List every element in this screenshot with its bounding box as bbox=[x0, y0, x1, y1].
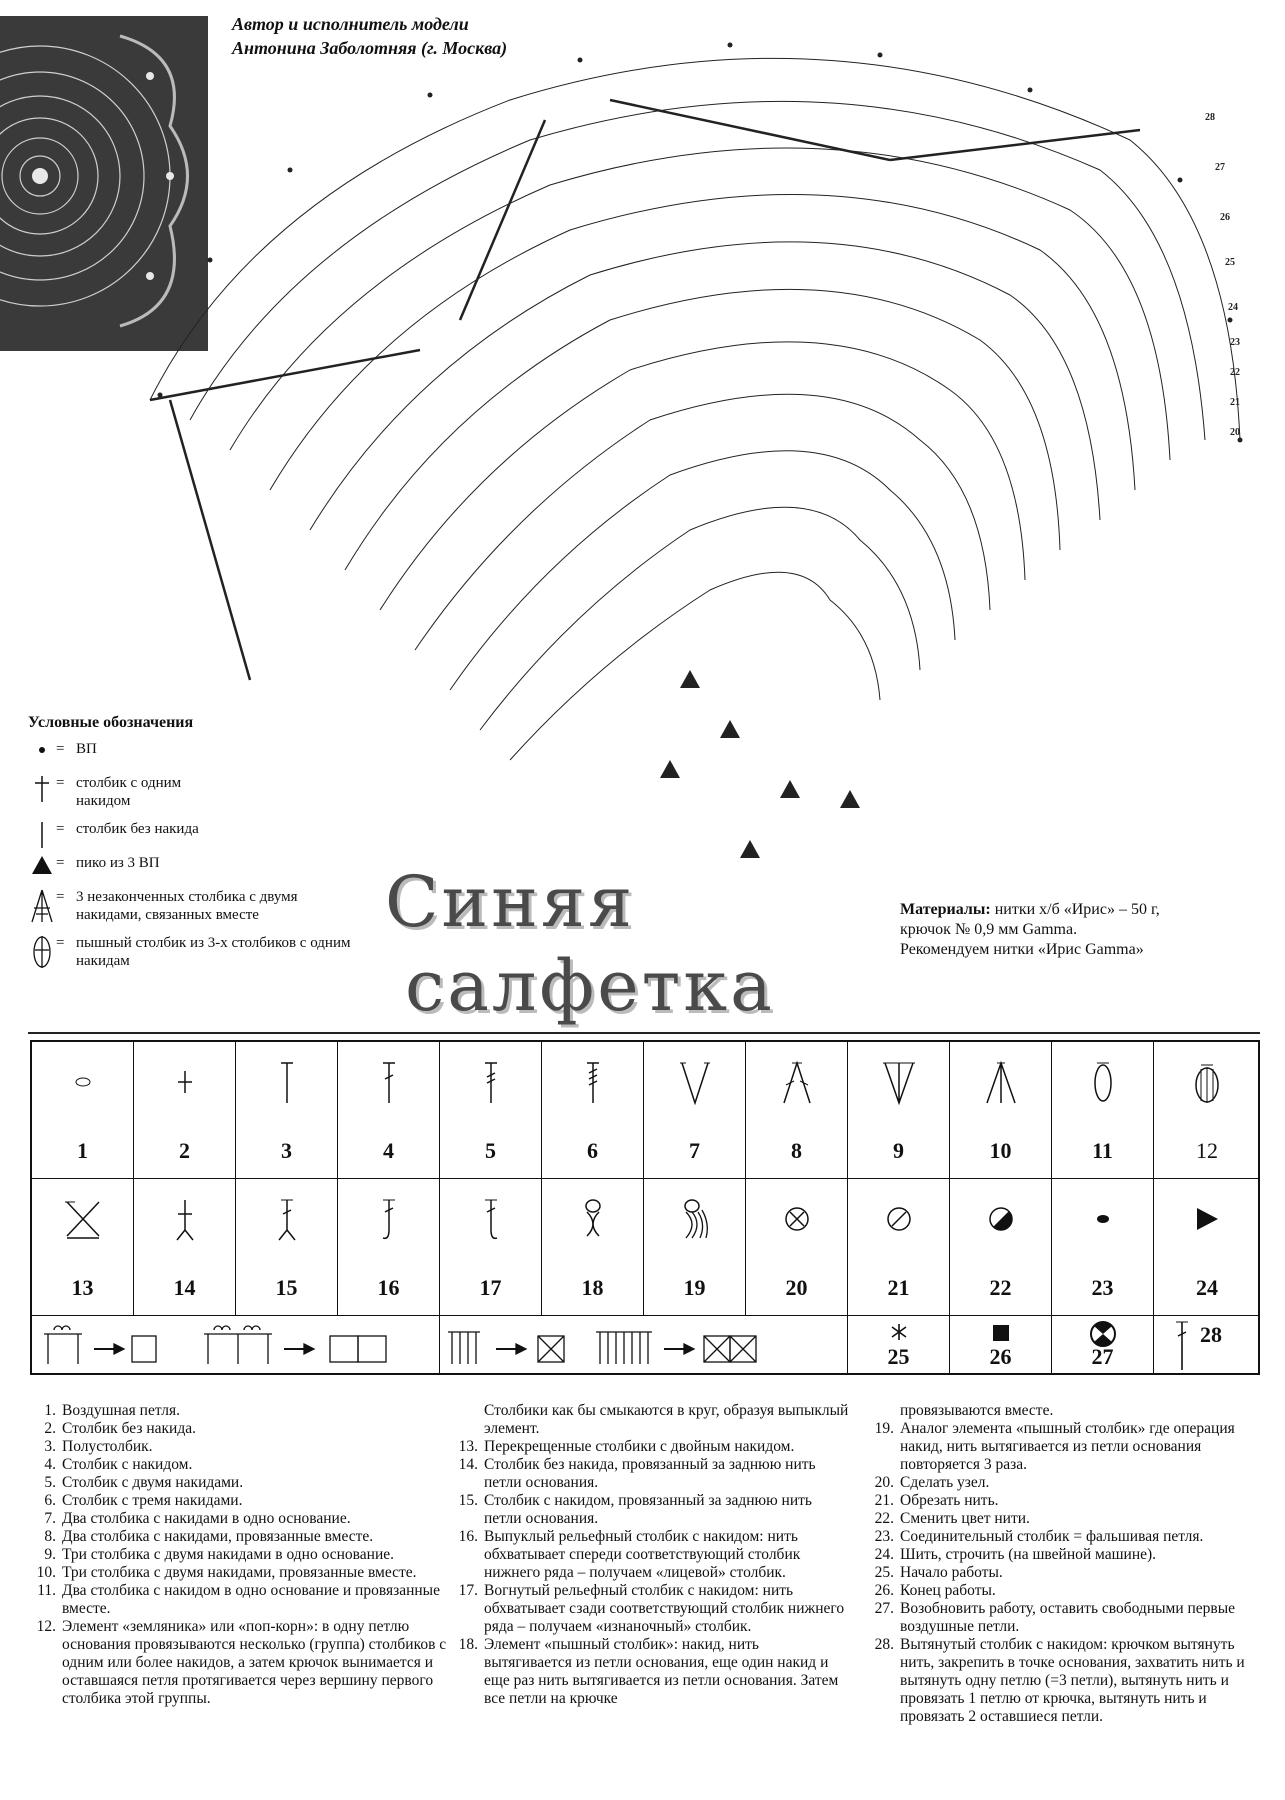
notes-column-2 bbox=[450, 1402, 850, 1708]
legend-label: 3 незаконченных столбика с двумя накидами, связанных вместе bbox=[76, 889, 298, 923]
notes-column-1 bbox=[28, 1402, 448, 1708]
list-item bbox=[866, 1510, 1266, 1528]
symbol-number: 9 bbox=[893, 1138, 904, 1163]
legend-item: = столбик с одним накидом bbox=[28, 774, 438, 810]
item-text: провязываются вместе. bbox=[900, 1402, 1054, 1419]
item-text: Вытянутый столбик с накидом: крючком вытянуть нить, закрепить в точке основания, захватить нить и вытянуть одну петлю (=3 петли), вытянуть нить и провязать 1 петлю от крючка, вытянуть нить и провязать 2 оставшиеся петли. bbox=[900, 1636, 1245, 1725]
list-item bbox=[450, 1492, 850, 1528]
list-item bbox=[28, 1492, 448, 1510]
symbol-number: 10 bbox=[989, 1138, 1012, 1163]
list-item bbox=[866, 1636, 1266, 1726]
row-number: 21 bbox=[1230, 397, 1240, 408]
symbol-cell bbox=[542, 1179, 644, 1316]
item-text: Воздушная петля. bbox=[62, 1402, 180, 1419]
legend-label: ВП bbox=[76, 741, 97, 757]
item-number: 22. bbox=[874, 1510, 894, 1527]
symbol-cell bbox=[1154, 1316, 1260, 1375]
dec-icon bbox=[746, 1054, 847, 1110]
symbol-number: 7 bbox=[689, 1138, 700, 1163]
item-text: Столбики как бы смыкаются в круг, образуя выпыклый элемент. bbox=[484, 1402, 849, 1437]
symbol-number: 21 bbox=[887, 1275, 910, 1300]
symbol-number: 25 bbox=[887, 1344, 910, 1369]
legend-label: столбик без накида bbox=[76, 821, 199, 837]
list-item bbox=[450, 1456, 850, 1492]
symbol-number: 12 bbox=[1196, 1138, 1218, 1163]
list-item bbox=[28, 1582, 448, 1618]
cut-icon bbox=[848, 1191, 949, 1247]
legend-item: = пышный столбик из 3-х столбиков с одним накидам bbox=[28, 934, 438, 970]
legend-item: = ВП bbox=[28, 740, 438, 764]
symbol-cell bbox=[848, 1316, 950, 1375]
list-item bbox=[28, 1474, 448, 1492]
list-item bbox=[28, 1438, 448, 1456]
item-number: 9. bbox=[44, 1546, 56, 1563]
item-number: 4. bbox=[44, 1456, 56, 1473]
row-number: 24 bbox=[1228, 302, 1238, 313]
item-text: Сделать узел. bbox=[900, 1474, 990, 1491]
list-item bbox=[866, 1420, 1266, 1474]
list-item bbox=[450, 1402, 850, 1438]
row-number: 26 bbox=[1220, 212, 1230, 223]
symbol-number: 19 bbox=[683, 1275, 706, 1300]
item-text: Перекрещенные столбики с двойным накидом. bbox=[484, 1438, 795, 1455]
item-number: 10. bbox=[36, 1564, 56, 1581]
item-number: 23. bbox=[874, 1528, 894, 1545]
item-text: Конец работы. bbox=[900, 1582, 996, 1599]
dc-icon bbox=[338, 1054, 439, 1110]
list-item bbox=[866, 1528, 1266, 1546]
item-text: Начало работы. bbox=[900, 1564, 1003, 1581]
item-number: 21. bbox=[874, 1492, 894, 1509]
list-item bbox=[28, 1456, 448, 1474]
three-dec-icon bbox=[950, 1054, 1051, 1110]
item-number: 3. bbox=[44, 1438, 56, 1455]
back-loop-dc-icon bbox=[236, 1191, 337, 1247]
symbol-cell bbox=[1052, 1316, 1154, 1375]
item-number: 28. bbox=[874, 1636, 894, 1653]
item-text: Три столбика с двумя накидами, провязанные вместе. bbox=[62, 1564, 417, 1581]
item-text: Три столбика с двумя накидами в одно основание. bbox=[62, 1546, 394, 1563]
symbol-number: 23 bbox=[1091, 1275, 1114, 1300]
list-item bbox=[28, 1420, 448, 1438]
knot-icon bbox=[746, 1191, 847, 1247]
symbol-cell bbox=[644, 1179, 746, 1316]
back-post-icon bbox=[440, 1191, 541, 1247]
cluster-icon bbox=[28, 888, 56, 912]
list-item bbox=[866, 1564, 1266, 1582]
item-text: Обрезать нить. bbox=[900, 1492, 999, 1509]
symbol-cell bbox=[1052, 1179, 1154, 1316]
symbol-number: 22 bbox=[989, 1275, 1012, 1300]
symbol-number: 16 bbox=[377, 1275, 400, 1300]
item-text: Сменить цвет нити. bbox=[900, 1510, 1030, 1527]
item-text: Выпуклый рельефный столбик с накидом: нить обхватывает спереди соответствующий столбик нижнего ряда – получаем «лицевой» столбик. bbox=[484, 1528, 801, 1581]
symbol-number: 6 bbox=[587, 1138, 598, 1163]
item-number: 1. bbox=[44, 1402, 56, 1419]
symbol-cell bbox=[644, 1042, 746, 1179]
list-item bbox=[450, 1582, 850, 1636]
item-number: 25. bbox=[874, 1564, 894, 1581]
item-number bbox=[866, 1402, 900, 1420]
list-item bbox=[28, 1528, 448, 1546]
list-item bbox=[866, 1402, 1266, 1420]
symbol-cell bbox=[236, 1179, 338, 1316]
page-title bbox=[385, 860, 775, 1028]
symbol-number: 14 bbox=[173, 1275, 196, 1300]
materials bbox=[900, 900, 1260, 960]
symbol-cell bbox=[32, 1316, 440, 1375]
item-number: 11. bbox=[37, 1582, 56, 1599]
back-loop-sc-icon bbox=[134, 1191, 235, 1247]
item-number: 7. bbox=[44, 1510, 56, 1527]
item-text: Вогнутый рельефный столбик с накидом: нить обхватывает сзади соответствующий столбик нижнего ряда – получаем «изнаночный» столбик. bbox=[484, 1582, 845, 1635]
item-text: Аналог элемента «пышный столбик» где операция накид, нить вытягивается из петли основания повторяется 3 раза. bbox=[900, 1420, 1235, 1473]
list-item bbox=[28, 1510, 448, 1528]
symbol-number: 26 bbox=[989, 1344, 1012, 1369]
item-number: 15. bbox=[458, 1492, 478, 1509]
v-stitch-icon bbox=[644, 1054, 745, 1110]
stitches-to-crossed-square-icon bbox=[440, 1316, 848, 1375]
symbol-cell bbox=[746, 1042, 848, 1179]
item-text: Элемент «земляника» или «поп-корн»: в одну петлю основания провязываются несколько (группа) столбиков с одним или более накидов, а затем крючок вынимается и оставшаяся петля протягивается через вершину первого столбика этой группы. bbox=[62, 1618, 447, 1707]
item-number: 2. bbox=[44, 1420, 56, 1437]
symbol-cell bbox=[134, 1042, 236, 1179]
symbol-cell bbox=[338, 1179, 440, 1316]
item-text: Столбик с накидом. bbox=[62, 1456, 193, 1473]
list-item bbox=[866, 1546, 1266, 1564]
materials-line-2: крючок № 0,9 мм Gamma. bbox=[900, 921, 1078, 938]
symbol-cell bbox=[950, 1316, 1052, 1375]
symbol-cell bbox=[32, 1179, 134, 1316]
three-fan-icon bbox=[848, 1054, 949, 1110]
item-text: Столбик без накида, провязанный за заднюю нить петли основания. bbox=[484, 1456, 816, 1491]
item-text: Столбик с двумя накидами. bbox=[62, 1474, 244, 1491]
item-number: 19. bbox=[874, 1420, 894, 1437]
item-number: 13. bbox=[458, 1438, 478, 1455]
symbol-number: 11 bbox=[1092, 1138, 1113, 1163]
item-number: 16. bbox=[458, 1528, 478, 1545]
symbol-number: 8 bbox=[791, 1138, 802, 1163]
notes-column-3 bbox=[866, 1402, 1266, 1726]
item-number: 8. bbox=[44, 1528, 56, 1545]
symbol-cell bbox=[236, 1042, 338, 1179]
symbol-number: 27 bbox=[1091, 1344, 1114, 1369]
item-number: 5. bbox=[44, 1474, 56, 1491]
front-post-icon bbox=[338, 1191, 439, 1247]
puff-stitch-icon bbox=[542, 1191, 643, 1247]
cross-stitch-icon bbox=[28, 774, 56, 798]
symbol-number: 17 bbox=[479, 1275, 502, 1300]
row-number: 20 bbox=[1230, 427, 1240, 438]
row-number: 22 bbox=[1230, 367, 1240, 378]
puff-stitch-3-icon bbox=[644, 1191, 745, 1247]
symbol-number: 24 bbox=[1196, 1275, 1218, 1300]
cluster-two-icon bbox=[1052, 1054, 1153, 1110]
symbol-cell bbox=[1154, 1042, 1260, 1179]
symbol-cell bbox=[1154, 1179, 1260, 1316]
title-line-2: салфетка bbox=[405, 945, 775, 1027]
legend-item: = 3 незаконченных столбика с двумя накидами, связанных вместе bbox=[28, 888, 438, 924]
symbol-cell bbox=[440, 1179, 542, 1316]
row-number: 28 bbox=[1205, 112, 1215, 123]
item-number: 20. bbox=[874, 1474, 894, 1491]
tr-icon bbox=[440, 1054, 541, 1110]
item-number: 6. bbox=[44, 1492, 56, 1509]
item-number bbox=[450, 1402, 484, 1438]
item-number: 26. bbox=[874, 1582, 894, 1599]
row-number: 27 bbox=[1215, 162, 1225, 173]
legend-label: пышный столбик из 3-х столбиков с одним накидам bbox=[76, 935, 351, 969]
item-text: Шить, строчить (на швейной машине). bbox=[900, 1546, 1157, 1563]
symbol-number: 20 bbox=[785, 1275, 808, 1300]
half-dc-icon bbox=[236, 1054, 337, 1110]
item-number: 12. bbox=[36, 1618, 56, 1635]
row-number: 23 bbox=[1230, 337, 1240, 348]
author-line-1: Автор и исполнитель модели bbox=[232, 14, 469, 34]
symbol-cell bbox=[1052, 1042, 1154, 1179]
symbol-number: 3 bbox=[281, 1138, 292, 1163]
item-text: Полустолбик. bbox=[62, 1438, 153, 1455]
play-icon bbox=[1154, 1191, 1260, 1247]
symbol-cell bbox=[848, 1179, 950, 1316]
legend bbox=[28, 714, 438, 980]
list-item bbox=[450, 1636, 850, 1708]
symbol-cell bbox=[950, 1179, 1052, 1316]
list-item bbox=[866, 1492, 1266, 1510]
symbol-cell bbox=[746, 1179, 848, 1316]
materials-line-3: Рекомендуем нитки «Ирис Gamma» bbox=[900, 941, 1144, 958]
symbol-cell bbox=[338, 1042, 440, 1179]
item-number: 17. bbox=[458, 1582, 478, 1599]
symbol-cell bbox=[542, 1042, 644, 1179]
item-text: Столбик с накидом, провязанный за заднюю нить петли основания. bbox=[484, 1492, 812, 1527]
item-number: 14. bbox=[458, 1456, 478, 1473]
legend-item: = пико из 3 ВП bbox=[28, 854, 438, 878]
dot-icon bbox=[28, 740, 56, 764]
plus-icon bbox=[134, 1054, 235, 1110]
symbol-cell bbox=[848, 1042, 950, 1179]
list-item bbox=[28, 1546, 448, 1564]
legend-item: = столбик без накида bbox=[28, 820, 438, 844]
legend-label: столбик с одним накидом bbox=[76, 775, 182, 809]
slip-stitch-icon bbox=[1052, 1191, 1153, 1247]
materials-label: Материалы: bbox=[900, 901, 991, 918]
list-item bbox=[866, 1474, 1266, 1492]
symbol-number: 28 bbox=[1200, 1322, 1222, 1347]
symbol-cell bbox=[134, 1179, 236, 1316]
list-item bbox=[866, 1582, 1266, 1600]
chain-to-square-icon bbox=[32, 1316, 440, 1375]
symbol-cell bbox=[440, 1316, 848, 1375]
item-text: Соединительный столбик = фальшивая петля. bbox=[900, 1528, 1204, 1545]
materials-line-1: нитки х/б «Ирис» – 50 г, bbox=[990, 901, 1160, 918]
change-color-icon bbox=[950, 1191, 1051, 1247]
list-item bbox=[28, 1564, 448, 1582]
symbol-cell bbox=[32, 1042, 134, 1179]
author-line-2: Антонина Заболотняя (г. Москва) bbox=[232, 38, 508, 58]
symbol-number: 2 bbox=[179, 1138, 190, 1163]
popcorn-icon bbox=[1154, 1054, 1260, 1110]
vertical-line-icon bbox=[28, 820, 56, 844]
symbol-number: 4 bbox=[383, 1138, 394, 1163]
item-number: 18. bbox=[458, 1636, 478, 1653]
item-text: Возобновить работу, оставить свободными первые воздушные петли. bbox=[900, 1600, 1236, 1635]
list-item bbox=[450, 1528, 850, 1582]
chain-icon bbox=[32, 1054, 133, 1110]
item-number: 24. bbox=[874, 1546, 894, 1563]
item-number: 27. bbox=[874, 1600, 894, 1617]
item-text: Столбик с тремя накидами. bbox=[62, 1492, 243, 1509]
list-item bbox=[28, 1402, 448, 1420]
row-number: 25 bbox=[1225, 257, 1235, 268]
list-item bbox=[450, 1438, 850, 1456]
symbol-number: 13 bbox=[71, 1275, 94, 1300]
divider bbox=[28, 1032, 1260, 1034]
item-text: Два столбика с накидом в одно основание и провязанные вместе. bbox=[62, 1582, 440, 1617]
puff-icon bbox=[28, 934, 56, 958]
item-text: Столбик без накида. bbox=[62, 1420, 196, 1437]
symbols-table bbox=[30, 1040, 1260, 1375]
crossed-dc-icon bbox=[32, 1191, 133, 1247]
symbol-number: 15 bbox=[275, 1275, 298, 1300]
triangle-icon bbox=[28, 854, 56, 878]
list-item bbox=[866, 1600, 1266, 1636]
list-item bbox=[28, 1618, 448, 1708]
symbol-number: 18 bbox=[581, 1275, 604, 1300]
item-text: Два столбика с накидами, провязанные вместе. bbox=[62, 1528, 374, 1545]
symbol-cell bbox=[440, 1042, 542, 1179]
symbol-cell bbox=[950, 1042, 1052, 1179]
item-text: Элемент «пышный столбик»: накид, нить вытягивается из петли основания, еще один накид и еще раз нить вытягивается из петли основания. Затем все петли на крючке bbox=[484, 1636, 839, 1707]
dtr-icon bbox=[542, 1054, 643, 1110]
symbol-number: 5 bbox=[485, 1138, 496, 1163]
item-text: Два столбика с накидами в одно основание. bbox=[62, 1510, 351, 1527]
symbol-number: 1 bbox=[77, 1138, 88, 1163]
legend-label: пико из 3 ВП bbox=[76, 855, 160, 871]
title-line-1: Синяя bbox=[385, 861, 636, 943]
legend-title: Условные обозначения bbox=[28, 714, 194, 731]
